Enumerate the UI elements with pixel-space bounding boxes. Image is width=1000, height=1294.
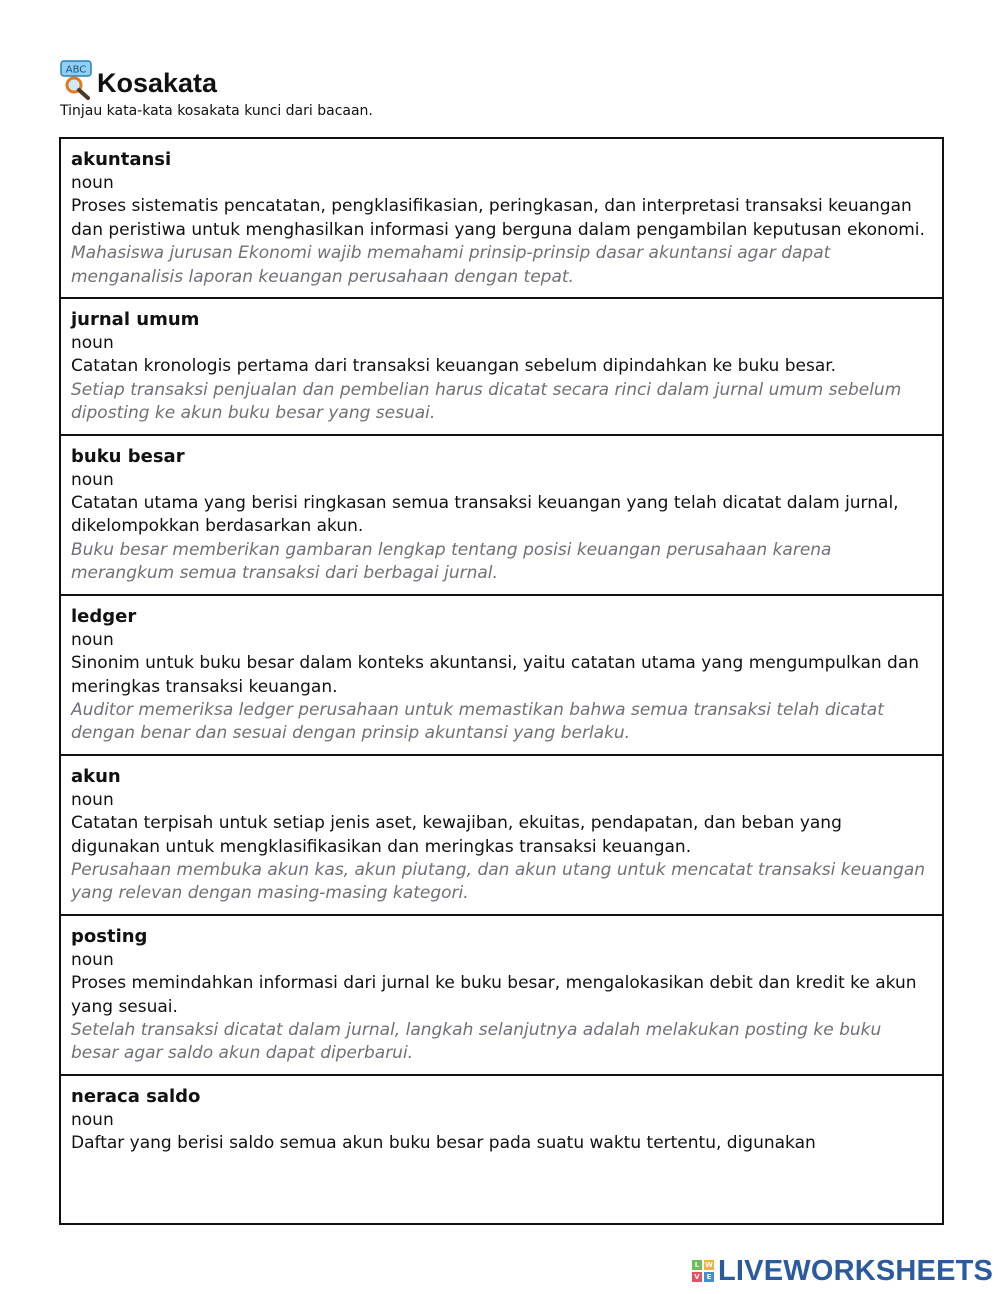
vocab-part-of-speech: noun [71, 1109, 114, 1130]
vocab-definition: Catatan terpisah untuk setiap jenis aset, kewajiban, ekuitas, pendapatan, dan beban yang digunakan untuk mengklasifikasikan dan meringkas transaksi keuangan. [71, 813, 842, 857]
vocab-term: ledger [71, 605, 137, 627]
vocab-part-of-speech: noun [71, 789, 114, 810]
vocab-example: Setelah transaksi dicatat dalam jurnal, langkah selanjutnya adalah melakukan posting ke buku besar agar saldo akun dapat diperbarui. [71, 1019, 882, 1064]
vocab-entry [61, 139, 942, 299]
vocab-definition: Catatan utama yang berisi ringkasan semua transaksi keuangan yang telah dicatat dalam jurnal, dikelompokkan berdasarkan akun. [71, 493, 899, 537]
vocab-definition: Proses sistematis pencatatan, pengklasifikasian, peringkasan, dan interpretasi transaksi keuangan dan peristiwa untuk menghasilkan informasi yang berguna dalam pengambilan keputusan ekonomi. [71, 196, 925, 240]
vocab-entry [61, 1076, 942, 1164]
vocab-definition: Sinonim untuk buku besar dalam konteks akuntansi, yaitu catatan utama yang mengumpulkan dan meringkas transaksi keuangan. [71, 653, 920, 697]
vocab-term: akun [71, 765, 121, 787]
vocab-example: Mahasiswa jurusan Ekonomi wajib memahami prinsip-prinsip dasar akuntansi agar dapat menganalisis laporan keuangan perusahaan dengan tepat. [71, 243, 831, 287]
vocab-part-of-speech: noun [71, 173, 114, 193]
logo-blocks-icon [692, 1260, 714, 1282]
vocab-term: jurnal umum [71, 309, 200, 331]
vocab-term: posting [71, 925, 148, 947]
vocab-definition: Catatan kronologis pertama dari transaksi keuangan sebelum dipindahkan ke buku besar. [71, 356, 837, 377]
vocab-entry [61, 299, 942, 436]
logo-block: E [704, 1272, 714, 1282]
vocab-entry [61, 756, 942, 916]
vocab-term: buku besar [71, 445, 185, 467]
vocab-definition: Proses memindahkan informasi dari jurnal ke buku besar, mengalokasikan debit dan kredit ke akun yang sesuai. [71, 973, 917, 1017]
vocab-example: Auditor memeriksa ledger perusahaan untuk memastikan bahwa semua transaksi telah dicatat dengan benar dan sesuai dengan prinsip akuntansi yang berlaku. [71, 699, 884, 744]
vocab-example: Buku besar memberikan gambaran lengkap tentang posisi keuangan perusahaan karena merangkum semua transaksi dari berbagai jurnal. [71, 539, 832, 584]
page-subtitle: Tinjau kata-kata kosakata kunci dari bacaan. [60, 103, 373, 119]
vocab-entry [61, 436, 942, 596]
vocab-term: neraca saldo [71, 1085, 201, 1107]
logo-block: L [692, 1260, 702, 1270]
vocab-part-of-speech: noun [71, 629, 114, 650]
vocab-part-of-speech: noun [71, 333, 114, 354]
vocab-example: Perusahaan membuka akun kas, akun piutang, dan akun utang untuk mencatat transaksi keuangan yang relevan dengan masing-masing kategori. [71, 859, 926, 904]
vocab-definition: Daftar yang berisi saldo semua akun buku besar pada suatu waktu tertentu, digunakan [71, 1133, 816, 1154]
abc-icon-text: ABC [65, 64, 87, 76]
vocab-entry [61, 596, 942, 756]
vocab-term: akuntansi [71, 149, 172, 170]
logo-block: V [692, 1272, 702, 1282]
logo-block: W [705, 1261, 713, 1269]
abc-magnifier-icon [60, 60, 96, 100]
vocab-entry [61, 916, 942, 1076]
logo-text: LIVEWORKSHEETS [718, 1254, 994, 1287]
title-row [60, 58, 944, 100]
vocab-example: Setiap transaksi penjualan dan pembelian harus dicatat secara rinci dalam jurnal umum sebelum diposting ke akun buku besar yang sesuai. [71, 379, 902, 424]
vocab-part-of-speech: noun [71, 469, 114, 490]
vocab-part-of-speech: noun [71, 949, 114, 970]
vocabulary-list [59, 137, 944, 1225]
page-title: Kosakata [97, 68, 218, 98]
page-header [60, 58, 944, 121]
liveworksheets-logo[interactable] [692, 1256, 993, 1286]
